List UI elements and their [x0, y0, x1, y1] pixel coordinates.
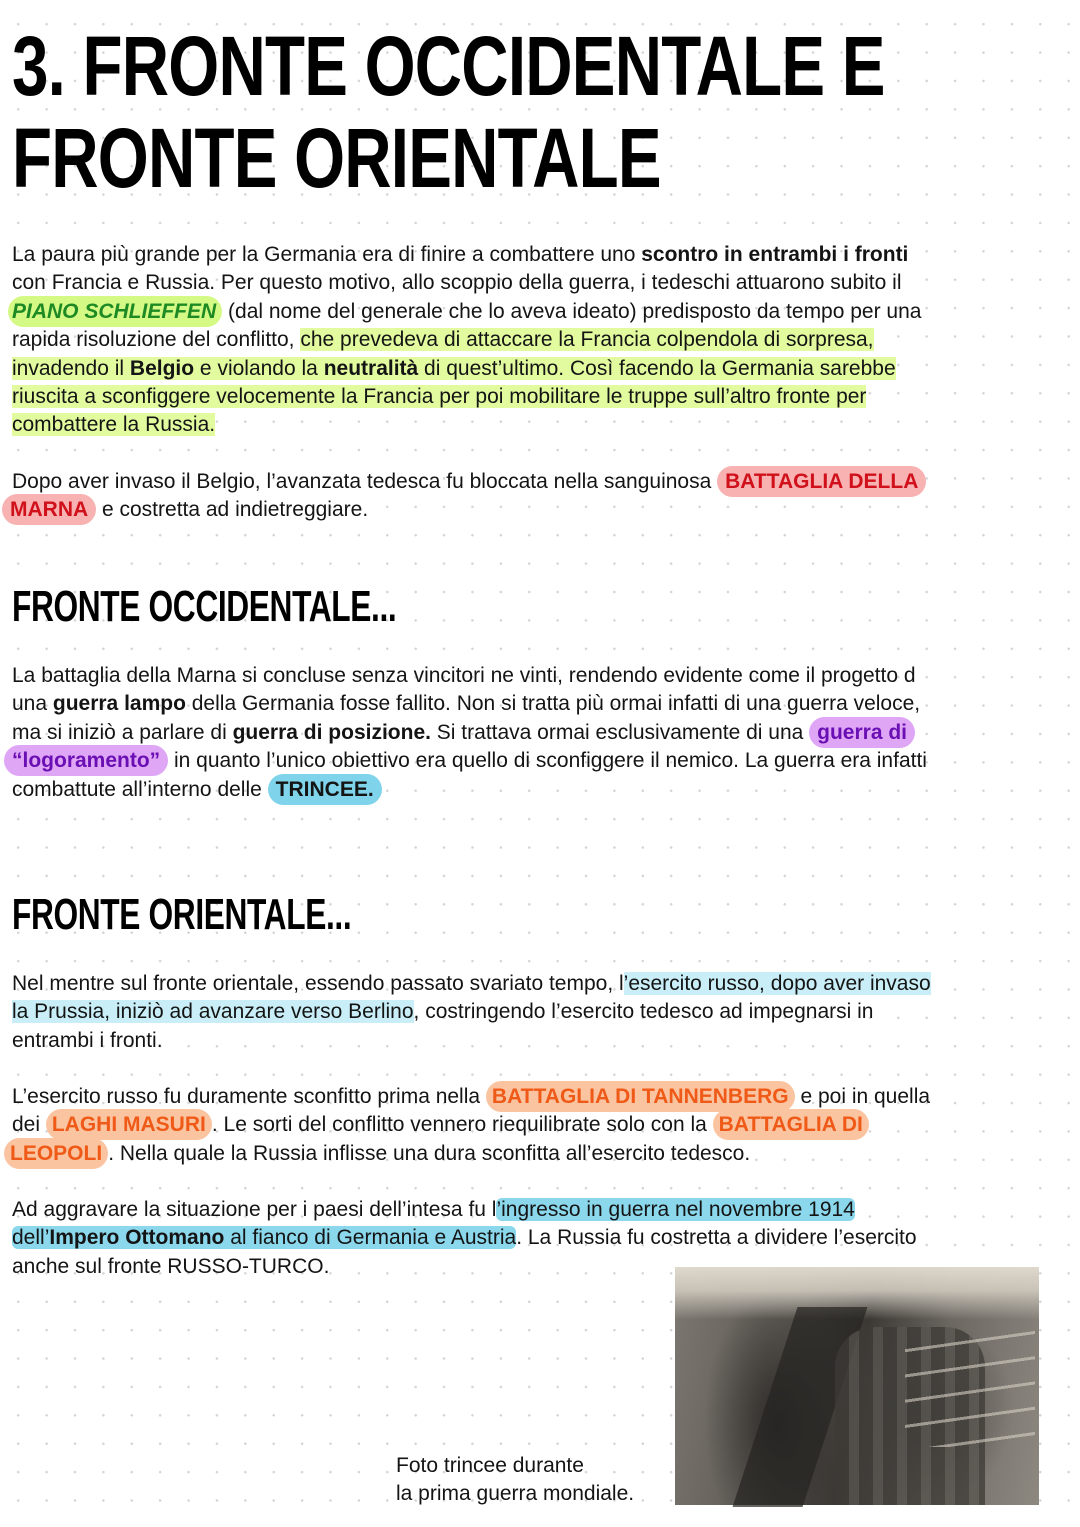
highlight-lime: che prevedeva di attaccare la Francia colpendola di sorpresa,: [300, 328, 874, 352]
east-paragraph-1: Nel mentre sul fronte orientale, essendo passato svariato tempo, l’esercito russo, dopo aver invaso la Prussia, iniziò ad avanzare verso Berlino, costringendo l’esercito tedesco ad impegnarsi in entrambi i fronti.: [12, 972, 931, 1052]
highlight-laghi-masuri: LAGHI MASURI: [46, 1109, 212, 1140]
heading-fronte-occidentale: FRONTE OCCIDENTALE...: [12, 582, 397, 631]
east-paragraph-3: Ad aggravare la situazione per i paesi dell’intesa fu l’ingresso in guerra nel novembre 1914 dell’Impero Ottomano al fianco di Germania e Austria. La Russia fu costretta a dividere l’esercito anche sul fronte RUSSO-TURCO.: [12, 1198, 917, 1278]
highlight-battaglia-di: BATTAGLIA DI: [713, 1109, 869, 1140]
highlight-lime: combattere la Russia.: [12, 413, 216, 437]
intro-paragraph: La paura più grande per la Germania era di finire a combattere uno scontro in entrambi i fronti con Francia e Russia. Per questo motivo, allo scoppio della guerra, i tedeschi attuarono subito il PIANO SCHLIEFFEN (dal nome del generale che lo aveva ideato) predisposto da tempo per una rapida risoluzione del conflitto, che prevedeva di attaccare la Francia colpendola di sorpresa, invadendo il Belgio e violando la neutralità di quest’ultimo. Così facendo la Germania sarebbe riuscita a sconfiggere velocemente la Francia per poi mobilitare le truppe sull’altro fronte per combattere la Russia.: [12, 241, 1072, 440]
highlight-marna: MARNA: [2, 494, 96, 525]
highlight-cyan: ’ingresso in guerra nel novembre 1914: [496, 1198, 855, 1221]
highlight-cyan: ’esercito russo, dopo aver invaso: [623, 972, 931, 995]
west-paragraph: La battaglia della Marna si concluse senza vincitori ne vinti, rendendo evidente come il progetto d una guerra lampo della Germania fosse fallito. Non si tratta più ormai infatti di una guerra veloce, ma si iniziò a parlare di guerra di posizione. Si trattava ormai esclusivamente di una guerra di “logoramento” in quanto l’unico obiettivo era quello di sconfiggere il nemico. La guerra era infatti combattute all’interno delle TRINCEE.: [12, 662, 1072, 804]
east-paragraph-2: L’esercito russo fu duramente sconfitto prima nella BATTAGLIA DI TANNENBERG e poi in quella dei LAGHI MASURI . Le sorti del conflitto vennero riequilibrate solo con la BATTAGLIA DI LEOPOLI . Nella quale la Russia inflisse una dura sconfitta all’esercito tedesco.: [12, 1083, 1072, 1168]
highlight-leopoli: LEOPOLI: [4, 1138, 108, 1169]
highlight-logoramento: “logoramento”: [4, 745, 168, 776]
highlight-cyan: dell’Impero Ottomano al fianco di Germania e Austria: [12, 1226, 517, 1250]
highlight-lime: Così facendo la Germania sarebbe: [569, 356, 896, 380]
highlight-tannenberg: BATTAGLIA DI TANNENBERG: [486, 1081, 795, 1112]
heading-fronte-orientale: FRONTE ORIENTALE...: [12, 890, 352, 939]
highlight-battaglia-marna: BATTAGLIA DELLA: [717, 466, 926, 497]
highlight-cyan: la Prussia, iniziò ad avanzare verso Berlino: [12, 1000, 414, 1024]
marna-paragraph: Dopo aver invaso il Belgio, l’avanzata tedesca fu bloccata nella sanguinosa BATTAGLIA DELLA MARNA e costretta ad indietreggiare.: [12, 468, 1072, 525]
photo-caption: Foto trincee durante la prima guerra mondiale.: [396, 1454, 635, 1506]
highlight-guerra-di: guerra di: [809, 717, 915, 748]
trench-photo: [675, 1267, 1039, 1505]
title-line-1: 3. FRONTE OCCIDENTALE E: [12, 19, 885, 113]
page-title: [12, 20, 885, 204]
bold-phrase: scontro in entrambi i fronti: [641, 243, 909, 266]
highlight-lime: riuscita a sconfiggere velocemente la Francia per poi mobilitare le truppe sull’altro fronte per: [12, 385, 867, 409]
title-line-2: FRONTE ORIENTALE: [12, 111, 661, 205]
highlight-piano-schlieffen: PIANO SCHLIEFFEN: [8, 296, 222, 327]
highlight-trincee: TRINCEE.: [268, 774, 382, 805]
